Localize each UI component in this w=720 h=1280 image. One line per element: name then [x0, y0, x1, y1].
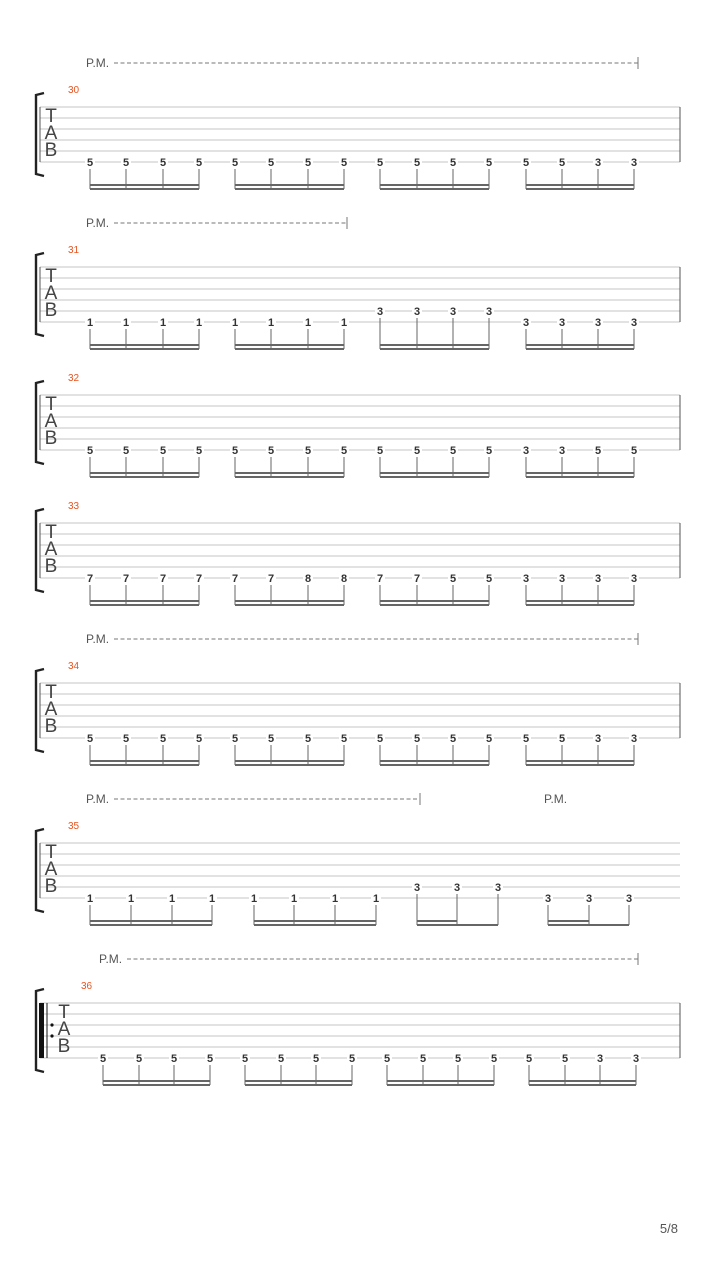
- fret-number: 3: [594, 573, 602, 585]
- palm-mute-label: P.M.: [86, 792, 110, 806]
- fret-number: 3: [544, 893, 552, 905]
- fret-number: 1: [159, 317, 167, 329]
- tab-clef-letter: T: [45, 842, 57, 863]
- fret-number: 5: [195, 733, 203, 745]
- fret-number: 5: [522, 733, 530, 745]
- fret-number: 3: [596, 1053, 604, 1065]
- fret-number: 3: [494, 882, 502, 894]
- fret-number: 5: [522, 157, 530, 169]
- tab-clef-letter: B: [44, 300, 58, 321]
- fret-number: 3: [413, 882, 421, 894]
- measure-number: 30: [68, 85, 80, 96]
- fret-number: 3: [625, 893, 633, 905]
- fret-number: 3: [558, 573, 566, 585]
- fret-number: 5: [594, 445, 602, 457]
- tab-clef-letter: T: [58, 1002, 70, 1023]
- tab-clef-letter: T: [45, 394, 57, 415]
- fret-number: 5: [413, 157, 421, 169]
- tab-clef-letter: A: [44, 539, 58, 560]
- palm-mute-label: P.M.: [86, 216, 110, 230]
- fret-number: 3: [449, 306, 457, 318]
- tab-system: [36, 632, 680, 765]
- fret-number: 5: [376, 445, 384, 457]
- fret-number: 1: [168, 893, 176, 905]
- fret-number: 5: [485, 573, 493, 585]
- fret-number: 7: [231, 573, 239, 585]
- fret-number: 3: [558, 445, 566, 457]
- fret-number: 5: [122, 445, 130, 457]
- fret-number: 8: [340, 573, 348, 585]
- fret-number: 5: [122, 733, 130, 745]
- fret-number: 5: [525, 1053, 533, 1065]
- palm-mute-label: P.M.: [544, 792, 568, 806]
- fret-number: 7: [86, 573, 94, 585]
- tab-clef-letter: T: [45, 266, 57, 287]
- tab-clef-letter: B: [44, 876, 58, 897]
- fret-number: 5: [485, 445, 493, 457]
- fret-number: 5: [122, 157, 130, 169]
- fret-number: 5: [376, 733, 384, 745]
- tab-clef-letter: T: [45, 522, 57, 543]
- fret-number: 5: [195, 157, 203, 169]
- tab-clef-letter: T: [45, 682, 57, 703]
- fret-number: 5: [454, 1053, 462, 1065]
- fret-number: 5: [340, 445, 348, 457]
- tab-system: [36, 501, 680, 605]
- fret-number: 3: [522, 317, 530, 329]
- fret-number: 1: [267, 317, 275, 329]
- fret-number: 1: [86, 317, 94, 329]
- fret-number: 1: [290, 893, 298, 905]
- fret-number: 1: [208, 893, 216, 905]
- fret-number: 3: [376, 306, 384, 318]
- palm-mute-label: P.M.: [86, 56, 110, 70]
- fret-number: 5: [304, 445, 312, 457]
- tab-clef-letter: A: [44, 283, 58, 304]
- fret-number: 5: [348, 1053, 356, 1065]
- palm-mute-label: P.M.: [86, 632, 110, 646]
- tab-clef-letter: B: [44, 140, 58, 161]
- fret-number: 5: [86, 445, 94, 457]
- fret-number: 1: [231, 317, 239, 329]
- fret-number: 5: [86, 157, 94, 169]
- fret-number: 7: [376, 573, 384, 585]
- measure-number: 34: [68, 661, 80, 672]
- fret-number: 5: [231, 733, 239, 745]
- fret-number: 1: [127, 893, 135, 905]
- fret-number: 3: [630, 157, 638, 169]
- tab-clef-letter: B: [57, 1036, 71, 1057]
- fret-number: 5: [86, 733, 94, 745]
- tab-clef-letter: B: [44, 428, 58, 449]
- fret-number: 8: [304, 573, 312, 585]
- fret-number: 5: [561, 1053, 569, 1065]
- tab-clef-letter: A: [44, 699, 58, 720]
- fret-number: 3: [630, 573, 638, 585]
- tab-clef-letter: B: [44, 716, 58, 737]
- fret-number: 3: [630, 733, 638, 745]
- fret-number: 5: [304, 157, 312, 169]
- fret-number: 7: [195, 573, 203, 585]
- fret-number: 5: [449, 573, 457, 585]
- fret-number: 7: [413, 573, 421, 585]
- fret-number: 3: [632, 1053, 640, 1065]
- tab-clef-letter: B: [44, 556, 58, 577]
- fret-number: 5: [206, 1053, 214, 1065]
- fret-number: 5: [449, 445, 457, 457]
- tab-system: [36, 373, 680, 477]
- fret-number: 3: [485, 306, 493, 318]
- fret-number: 3: [594, 157, 602, 169]
- fret-number: 5: [419, 1053, 427, 1065]
- fret-number: 7: [267, 573, 275, 585]
- fret-number: 1: [195, 317, 203, 329]
- fret-number: 5: [159, 445, 167, 457]
- fret-number: 3: [453, 882, 461, 894]
- fret-number: 5: [159, 157, 167, 169]
- fret-number: 3: [558, 317, 566, 329]
- repeat-thick-barline: [39, 1003, 44, 1058]
- tab-system: [36, 216, 680, 349]
- fret-number: 3: [594, 317, 602, 329]
- fret-number: 5: [231, 157, 239, 169]
- fret-number: 5: [340, 733, 348, 745]
- fret-number: 5: [449, 157, 457, 169]
- tab-system: [36, 56, 680, 189]
- fret-number: 1: [304, 317, 312, 329]
- fret-number: 5: [413, 445, 421, 457]
- fret-number: 5: [304, 733, 312, 745]
- tab-clef-letter: A: [44, 859, 58, 880]
- fret-number: 3: [413, 306, 421, 318]
- fret-number: 5: [630, 445, 638, 457]
- palm-mute-label: P.M.: [99, 952, 123, 966]
- fret-number: 5: [267, 445, 275, 457]
- fret-number: 7: [122, 573, 130, 585]
- fret-number: 5: [485, 157, 493, 169]
- fret-number: 5: [195, 445, 203, 457]
- fret-number: 3: [522, 445, 530, 457]
- fret-number: 1: [250, 893, 258, 905]
- fret-number: 1: [340, 317, 348, 329]
- tab-system: [36, 792, 680, 925]
- measure-number: 35: [68, 821, 80, 832]
- fret-number: 5: [558, 733, 566, 745]
- fret-number: 5: [231, 445, 239, 457]
- fret-number: 5: [99, 1053, 107, 1065]
- fret-number: 5: [413, 733, 421, 745]
- fret-number: 3: [594, 733, 602, 745]
- page-number: 5/8: [659, 1221, 678, 1236]
- measure-number: 33: [68, 501, 80, 512]
- fret-number: 1: [372, 893, 380, 905]
- fret-number: 5: [449, 733, 457, 745]
- fret-number: 3: [630, 317, 638, 329]
- fret-number: 1: [86, 893, 94, 905]
- fret-number: 5: [340, 157, 348, 169]
- repeat-dot: [50, 1023, 53, 1026]
- fret-number: 3: [585, 893, 593, 905]
- fret-number: 5: [312, 1053, 320, 1065]
- fret-number: 3: [522, 573, 530, 585]
- tab-clef-letter: A: [44, 411, 58, 432]
- fret-number: 5: [267, 157, 275, 169]
- fret-number: 7: [159, 573, 167, 585]
- fret-number: 5: [277, 1053, 285, 1065]
- measure-number: 36: [81, 981, 93, 992]
- fret-number: 5: [170, 1053, 178, 1065]
- fret-number: 1: [122, 317, 130, 329]
- fret-number: 5: [267, 733, 275, 745]
- fret-number: 5: [241, 1053, 249, 1065]
- fret-number: 5: [135, 1053, 143, 1065]
- fret-number: 1: [331, 893, 339, 905]
- tab-clef-letter: A: [57, 1019, 71, 1040]
- tab-clef-letter: A: [44, 123, 58, 144]
- fret-number: 5: [485, 733, 493, 745]
- fret-number: 5: [383, 1053, 391, 1065]
- measure-number: 31: [68, 245, 80, 256]
- tab-system: [36, 952, 680, 1085]
- fret-number: 5: [376, 157, 384, 169]
- fret-number: 5: [159, 733, 167, 745]
- fret-number: 5: [558, 157, 566, 169]
- repeat-dot: [50, 1034, 53, 1037]
- fret-number: 5: [490, 1053, 498, 1065]
- measure-number: 32: [68, 373, 80, 384]
- tab-clef-letter: T: [45, 106, 57, 127]
